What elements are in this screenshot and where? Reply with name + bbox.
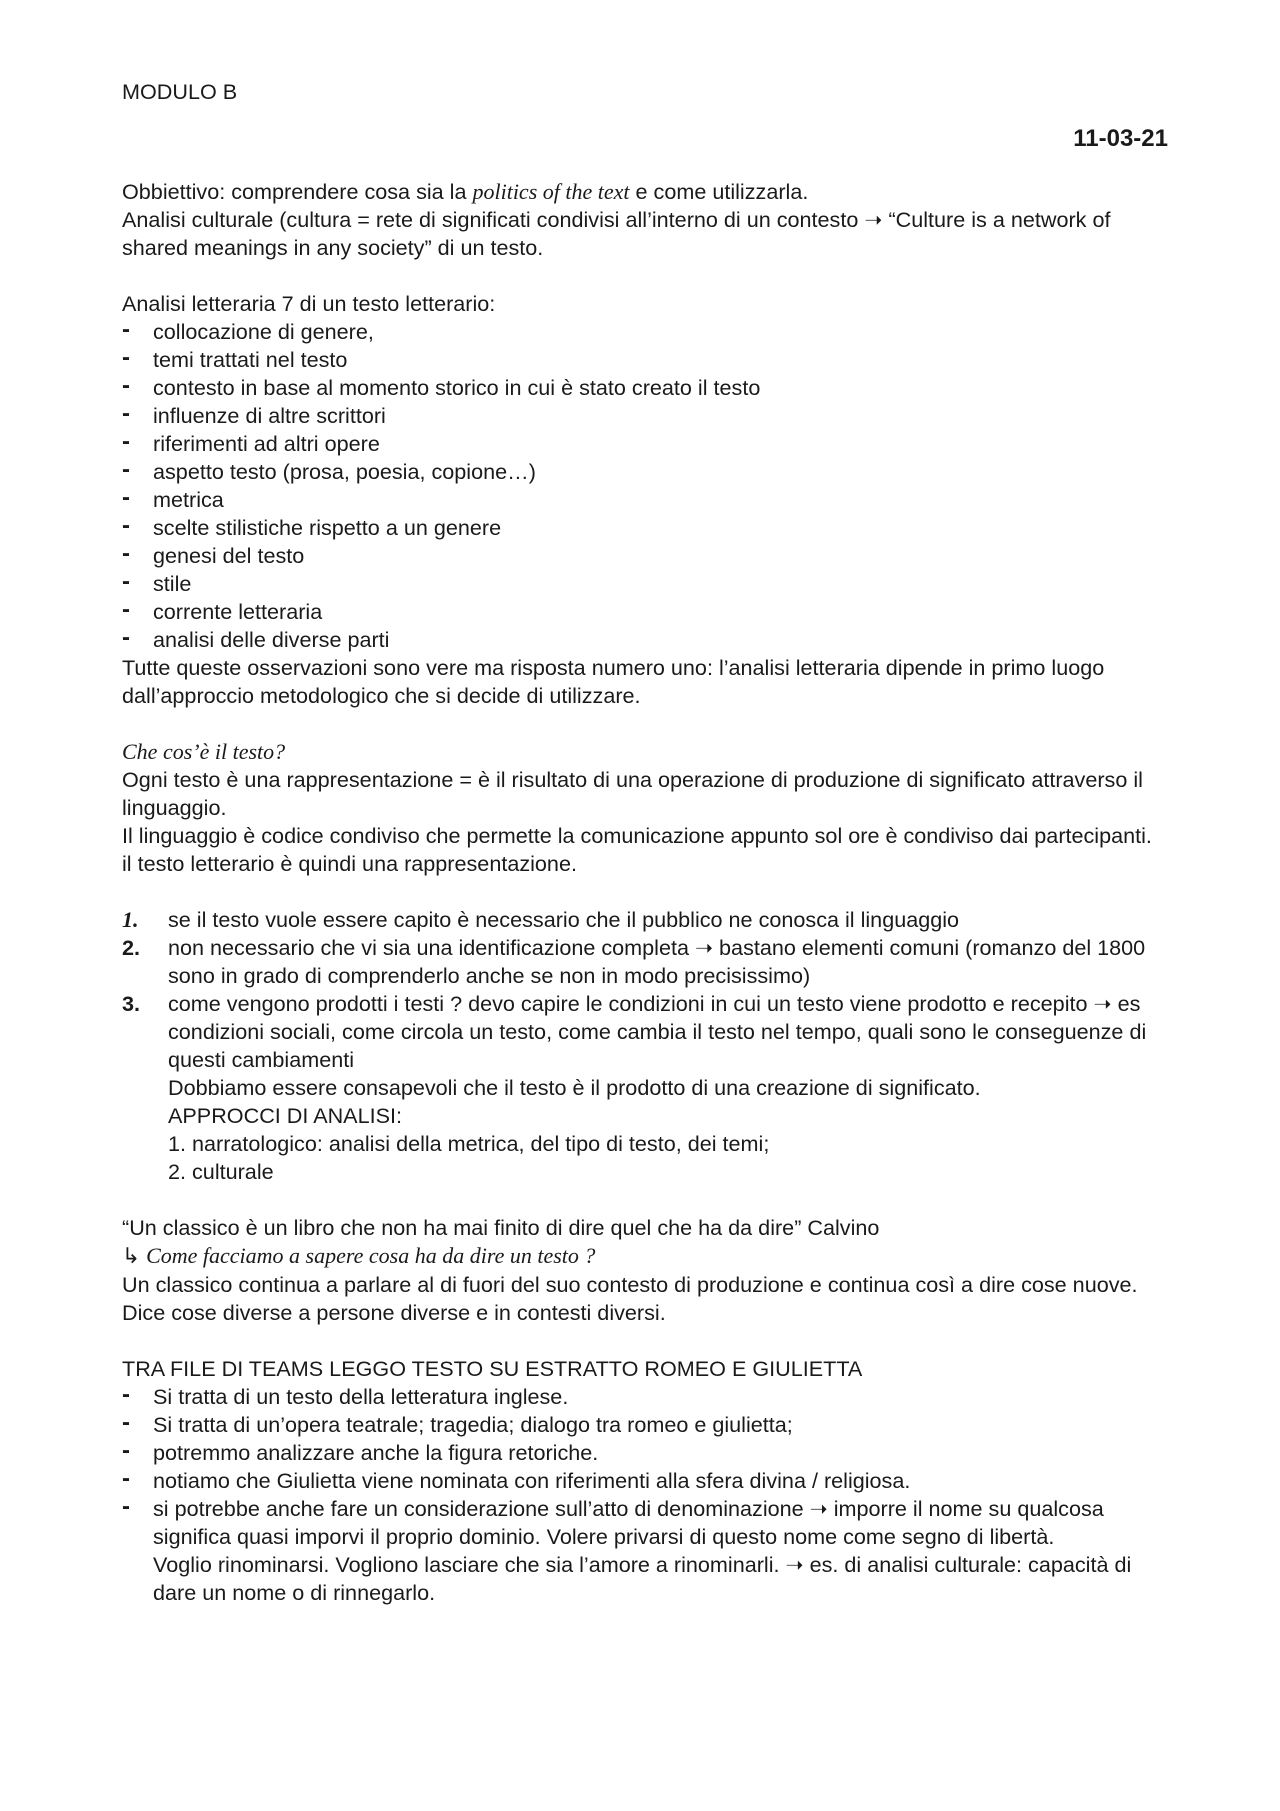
approach-2: 2. culturale <box>168 1159 274 1184</box>
calvino-quote: “Un classico è un libro che non ha mai finito di dire quel che ha da dire” Calvino <box>122 1215 880 1240</box>
list-item: - stile <box>122 570 1168 598</box>
item-text: se il testo vuole essere capito è necessario che il pubblico ne conosca il linguaggio <box>168 907 960 932</box>
list-item: - contesto in base al momento storico in cui è stato creato il testo <box>122 374 1168 402</box>
list-item: - influenze di altre scrittori <box>122 402 1168 430</box>
approach-1: 1. narratologico: analisi della metrica, del tipo di testo, dei temi; <box>168 1131 770 1156</box>
followup-text: Dobbiamo essere consapevoli che il testo è il prodotto di una creazione di significato. <box>168 1075 981 1100</box>
item-text: come vengono prodotti i testi ? devo capire le condizioni in cui un testo viene prodotto e recepito ➝ es condizioni sociali, come circola un testo, come cambia il testo nel tempo, quali sono le conseguenze di questi cambiamenti <box>168 991 1147 1072</box>
item-number: 2. <box>122 935 141 960</box>
list-item: - corrente letteraria <box>122 598 1168 626</box>
literary-conclusion: Tutte queste osservazioni sono vere ma risposta numero uno: l’analisi letteraria dipende in primo luogo dall’approccio metodologico che si decide di utilizzare. <box>122 655 1105 708</box>
document-page <box>122 78 1168 1607</box>
objective-italic: politics of the text <box>472 179 630 204</box>
objective-prefix: Obbiettivo: comprendere cosa sia la <box>122 179 473 204</box>
list-item: - Si tratta di un testo della letteratura inglese. <box>122 1383 1168 1411</box>
numbered-list <box>122 906 1168 1186</box>
numbered-item <box>122 934 1168 990</box>
item-number: 1. <box>122 907 139 932</box>
romeo-list <box>122 1383 1168 1607</box>
module-title: MODULO B <box>122 79 238 104</box>
cultural-analysis-paragraph: Analisi culturale (cultura = rete di significati condivisi all’interno di un contesto ➝ “Culture is a network of shared meanings in any society” di un testo. <box>122 207 1111 260</box>
list-item: - notiamo che Giulietta viene nominata con riferimenti alla sfera divina / religiosa. <box>122 1467 1168 1495</box>
classic-question: Come facciamo a sapere cosa ha da dire un testo ? <box>146 1243 596 1268</box>
text-paragraph-1: Ogni testo è una rappresentazione = è il risultato di una operazione di produzione di significato attraverso il linguaggio. <box>122 767 1143 820</box>
romeo-final-text: Voglio rinominarsi. Vogliono lasciare che sia l’amore a rinominarli. ➝ es. di analisi culturale: capacità di dare un nome o di rinnegarlo. <box>153 1552 1132 1605</box>
objective-line <box>122 178 1168 206</box>
item-number: 3. <box>122 991 141 1016</box>
list-item: - analisi delle diverse parti <box>122 626 1168 654</box>
classic-question-line <box>122 1242 1168 1271</box>
text-section-heading: Che cos’è il testo? <box>122 739 286 764</box>
literary-list <box>122 318 1168 654</box>
item-text: si potrebbe anche fare un considerazione sull’atto di denominazione ➝ imporre il nome su qualcosa significa quasi imporvi il proprio dominio. Volere privarsi di questo nome come segno di libertà. <box>153 1496 1104 1549</box>
numbered-item <box>122 990 1168 1186</box>
text-paragraph-3: il testo letterario è quindi una rappresentazione. <box>122 851 577 876</box>
list-item: - scelte stilistiche rispetto a un genere <box>122 514 1168 542</box>
objective-suffix: e come utilizzarla. <box>629 179 809 204</box>
literary-heading: Analisi letteraria 7 di un testo letterario: <box>122 291 496 316</box>
numbered-item <box>122 906 1168 934</box>
classic-explanation: Un classico continua a parlare al di fuori del suo contesto di produzione e continua così a dire cose nuove. Dice cose diverse a persone diverse e in contesti diversi. <box>122 1272 1138 1325</box>
list-item: - metrica <box>122 486 1168 514</box>
list-item: - collocazione di genere, <box>122 318 1168 346</box>
list-item: - Si tratta di un’opera teatrale; tragedia; dialogo tra romeo e giulietta; <box>122 1411 1168 1439</box>
list-item: - genesi del testo <box>122 542 1168 570</box>
lecture-date: 11-03-21 <box>1073 125 1168 152</box>
list-item: - riferimenti ad altri opere <box>122 430 1168 458</box>
item-text: non necessario che vi sia una identificazione completa ➝ bastano elementi comuni (romanzo del 1800 sono in grado di comprenderlo anche se non in modo precisissimo) <box>168 935 1146 988</box>
list-item: - potremmo analizzare anche la figura retoriche. <box>122 1439 1168 1467</box>
return-arrow-icon: ↳ <box>122 1244 141 1269</box>
list-item <box>122 1495 1168 1607</box>
romeo-heading: TRA FILE DI TEAMS LEGGO TESTO SU ESTRATTO ROMEO E GIULIETTA <box>122 1356 863 1381</box>
text-paragraph-2: Il linguaggio è codice condiviso che permette la comunicazione appunto sol ore è condiviso dai partecipanti. <box>122 823 1152 848</box>
list-item: - temi trattati nel testo <box>122 346 1168 374</box>
list-item: - aspetto testo (prosa, poesia, copione…) <box>122 458 1168 486</box>
approaches-heading: APPROCCI DI ANALISI: <box>168 1103 402 1128</box>
